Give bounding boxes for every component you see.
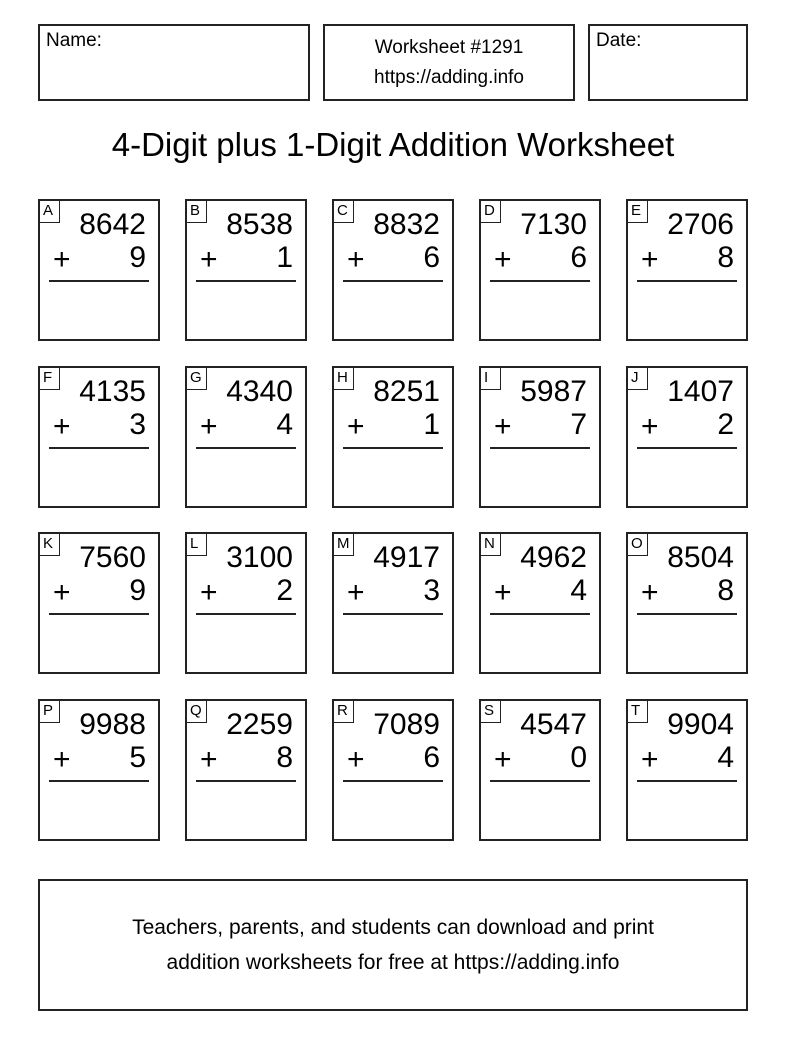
problem-label: D [481,201,501,223]
problem-card[interactable] [185,199,307,341]
problem-label: R [334,701,354,723]
problem-addend-bottom: 6 [570,241,587,274]
problem-card[interactable] [332,699,454,841]
problem-label: F [40,368,60,390]
problem-addend-top: 2706 [667,208,734,241]
problem-card[interactable] [626,699,748,841]
plus-sign: + [641,743,659,776]
problem-addend-bottom: 4 [570,574,587,607]
plus-sign: + [347,743,365,776]
problem-label: P [40,701,60,723]
plus-sign: + [494,743,512,776]
answer-line [637,780,737,782]
problem-card[interactable] [332,532,454,674]
problem-addend-top: 8504 [667,541,734,574]
name-label: Name: [46,30,102,51]
footer-line-2: addition worksheets for free at https://adding.info [166,951,620,974]
problem-addend-top: 7130 [520,208,587,241]
plus-sign: + [200,243,218,276]
problem-addend-top: 8538 [226,208,293,241]
problem-label: T [628,701,648,723]
problem-label: I [481,368,501,390]
problem-label: O [628,534,648,556]
problem-card[interactable] [479,199,601,341]
answer-line [490,280,590,282]
answer-line [343,447,443,449]
problem-card[interactable] [38,199,160,341]
answer-line [343,613,443,615]
plus-sign: + [494,243,512,276]
problem-addend-top: 9904 [667,708,734,741]
answer-line [49,280,149,282]
problem-label: A [40,201,60,223]
plus-sign: + [641,576,659,609]
problem-addend-top: 3100 [226,541,293,574]
problem-addend-top: 5987 [520,375,587,408]
problem-label: G [187,368,207,390]
footer-line-1: Teachers, parents, and students can download and print [132,916,654,939]
plus-sign: + [53,410,71,443]
problem-card[interactable] [626,532,748,674]
problem-addend-top: 7089 [373,708,440,741]
problem-card[interactable] [626,366,748,508]
problem-label: N [481,534,501,556]
answer-line [196,780,296,782]
problem-addend-bottom: 1 [276,241,293,274]
answer-line [196,280,296,282]
plus-sign: + [641,410,659,443]
answer-line [49,447,149,449]
answer-line [343,280,443,282]
problem-card[interactable] [626,199,748,341]
problem-card[interactable] [185,366,307,508]
problem-card[interactable] [479,699,601,841]
answer-line [196,447,296,449]
answer-line [490,447,590,449]
answer-line [343,780,443,782]
problem-label: E [628,201,648,223]
problem-label: S [481,701,501,723]
footer-box [38,879,748,1011]
problem-addend-top: 4917 [373,541,440,574]
problem-addend-bottom: 3 [129,408,146,441]
problem-addend-top: 4340 [226,375,293,408]
problem-card[interactable] [185,532,307,674]
plus-sign: + [53,576,71,609]
problem-addend-bottom: 6 [423,741,440,774]
problem-addend-top: 9988 [79,708,146,741]
problem-addend-bottom: 0 [570,741,587,774]
problem-addend-bottom: 3 [423,574,440,607]
answer-line [637,447,737,449]
plus-sign: + [347,243,365,276]
problem-addend-top: 8642 [79,208,146,241]
problem-addend-bottom: 8 [717,241,734,274]
problem-addend-bottom: 8 [276,741,293,774]
problem-addend-bottom: 9 [129,574,146,607]
problem-card[interactable] [332,366,454,508]
problem-addend-bottom: 1 [423,408,440,441]
problem-addend-bottom: 2 [717,408,734,441]
problem-addend-top: 8251 [373,375,440,408]
plus-sign: + [347,410,365,443]
problem-addend-bottom: 5 [129,741,146,774]
worksheet-url: https://adding.info [374,67,524,88]
problem-label: H [334,368,354,390]
problem-addend-top: 4135 [79,375,146,408]
problem-addend-top: 7560 [79,541,146,574]
answer-line [490,780,590,782]
problem-card[interactable] [185,699,307,841]
problem-addend-bottom: 4 [276,408,293,441]
plus-sign: + [641,243,659,276]
problem-card[interactable] [38,532,160,674]
problem-addend-bottom: 9 [129,241,146,274]
answer-line [196,613,296,615]
problem-addend-top: 1407 [667,375,734,408]
problem-card[interactable] [38,699,160,841]
problem-addend-top: 4547 [520,708,587,741]
plus-sign: + [494,576,512,609]
problem-card[interactable] [332,199,454,341]
date-label: Date: [596,30,642,51]
problem-addend-bottom: 7 [570,408,587,441]
plus-sign: + [200,576,218,609]
problem-label: K [40,534,60,556]
problem-addend-bottom: 6 [423,241,440,274]
problem-addend-bottom: 4 [717,741,734,774]
problem-label: Q [187,701,207,723]
problem-label: J [628,368,648,390]
problem-addend-bottom: 8 [717,574,734,607]
answer-line [49,613,149,615]
problem-card[interactable] [479,532,601,674]
plus-sign: + [200,743,218,776]
problem-addend-top: 8832 [373,208,440,241]
problem-card[interactable] [38,366,160,508]
plus-sign: + [494,410,512,443]
problem-label: C [334,201,354,223]
plus-sign: + [53,743,71,776]
worksheet-number: Worksheet #1291 [374,37,524,58]
answer-line [49,780,149,782]
problem-label: L [187,534,207,556]
answer-line [637,613,737,615]
problem-label: M [334,534,354,556]
page-title: 4-Digit plus 1-Digit Addition Worksheet [111,126,675,163]
plus-sign: + [53,243,71,276]
problem-label: B [187,201,207,223]
plus-sign: + [200,410,218,443]
problem-card[interactable] [479,366,601,508]
problem-addend-top: 2259 [226,708,293,741]
problem-addend-bottom: 2 [276,574,293,607]
plus-sign: + [347,576,365,609]
answer-line [637,280,737,282]
problem-addend-top: 4962 [520,541,587,574]
answer-line [490,613,590,615]
